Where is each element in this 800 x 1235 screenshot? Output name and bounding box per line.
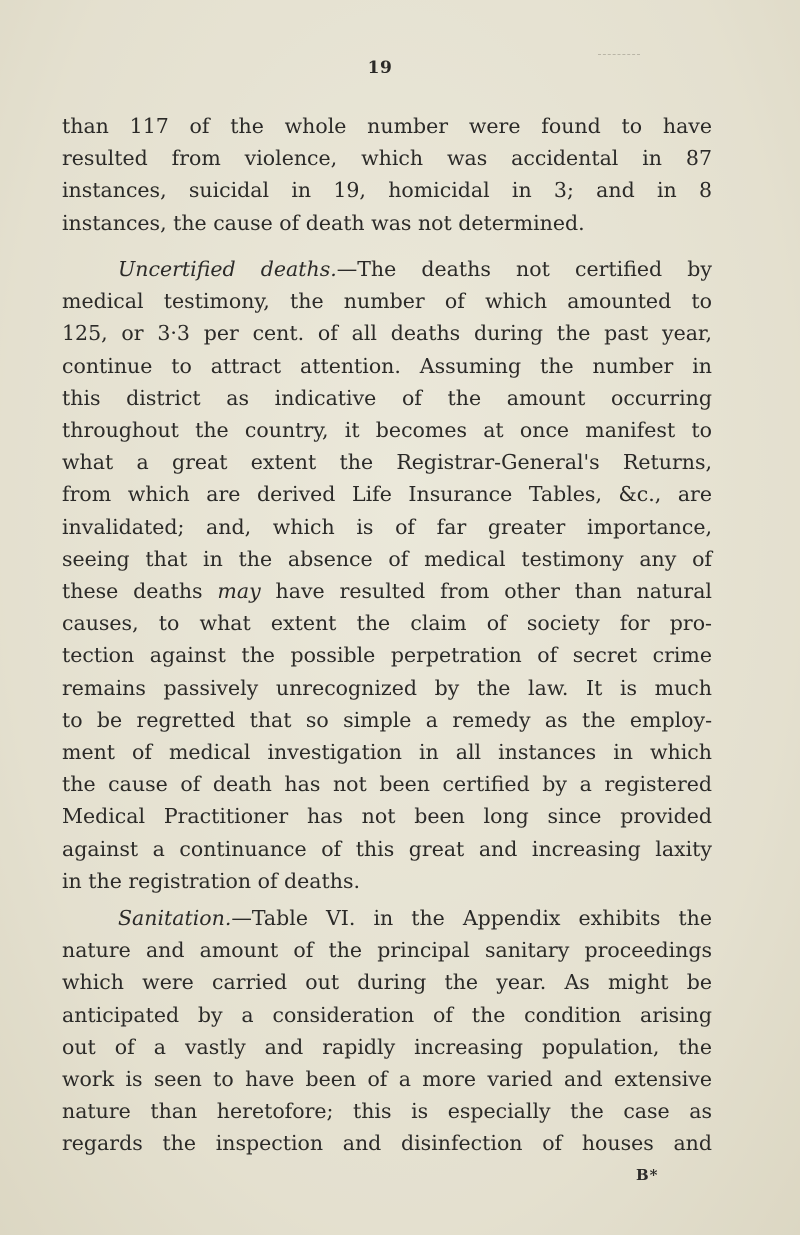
text-line: instances, suicidal in 19, homicidal in 3; and in 8 <box>62 178 712 203</box>
text-line: causes, to what extent the claim of society for pro- <box>62 611 712 636</box>
text-line: to be regretted that so simple a remedy as the employ- <box>62 707 712 732</box>
text-fragment: these deaths <box>62 579 218 604</box>
text-line: 125, or 3·3 per cent. of all deaths during the past year, <box>62 321 712 346</box>
text-line: tection against the possible perpetration of secret crime <box>62 643 712 668</box>
text-line: this district as indicative of the amount occurring <box>62 385 712 410</box>
text-line: regards the inspection and disinfection of houses and <box>62 1131 712 1156</box>
emphasis-word: may <box>217 579 261 604</box>
text-line: continue to attract attention. Assuming the number in <box>62 353 712 378</box>
text-line: remains passively unrecognized by the law. It is much <box>62 675 712 700</box>
text-line-with-emphasis <box>62 575 712 607</box>
page-number: 19 <box>367 58 393 78</box>
text-line: instances, the cause of death was not determined. <box>62 210 585 235</box>
text-fragment: —Table VI. in the Appendix exhibits the <box>231 906 712 930</box>
section-heading-uncertified-deaths: Uncertified deaths. <box>118 257 337 281</box>
paragraph-violence <box>62 110 712 239</box>
text-line: invalidated; and, which is of far greater importance, <box>62 514 712 539</box>
text-line: resulted from violence, which was accidental in 87 <box>62 146 712 171</box>
text-line: nature and amount of the principal sanitary proceedings <box>62 938 712 963</box>
text-fragment: have resulted from other than natural <box>260 579 712 604</box>
text-line: from which are derived Life Insurance Tables, &c., are <box>62 482 712 507</box>
text-line: medical testimony, the number of which amounted to <box>62 289 712 314</box>
text-line: against a continuance of this great and increasing laxity <box>62 836 712 861</box>
text-line: the cause of death has not been certified by a registered <box>62 772 712 797</box>
section-heading-sanitation: Sanitation. <box>118 906 232 930</box>
text-line: anticipated by a consideration of the condition arising <box>62 1002 712 1027</box>
text-line: throughout the country, it becomes at once manifest to <box>62 418 712 443</box>
text-line: which were carried out during the year. As might be <box>62 970 712 995</box>
paragraph-uncertified-deaths <box>62 253 712 897</box>
text-line: Medical Practitioner has not been long since provided <box>62 804 712 829</box>
text-line-first <box>62 902 712 934</box>
text-line: in the registration of deaths. <box>62 868 361 893</box>
text-fragment: —The deaths not certified by <box>336 257 712 281</box>
text-line: what a great extent the Registrar-General's Returns, <box>62 450 712 475</box>
paragraph-sanitation <box>62 902 712 1160</box>
text-line: seeing that in the absence of medical testimony any of <box>62 546 712 571</box>
text-line: than 117 of the whole number were found to have <box>62 114 712 138</box>
text-line: out of a vastly and rapidly increasing population, the <box>62 1034 712 1059</box>
signature-mark: B* <box>636 1166 659 1184</box>
text-line: nature than heretofore; this is especially the case as <box>62 1099 712 1124</box>
margin-mark <box>598 54 640 61</box>
text-line-first <box>62 253 712 285</box>
text-line: work is seen to have been of a more varied and extensive <box>62 1067 712 1092</box>
text-line: ment of medical investigation in all instances in which <box>62 740 712 765</box>
